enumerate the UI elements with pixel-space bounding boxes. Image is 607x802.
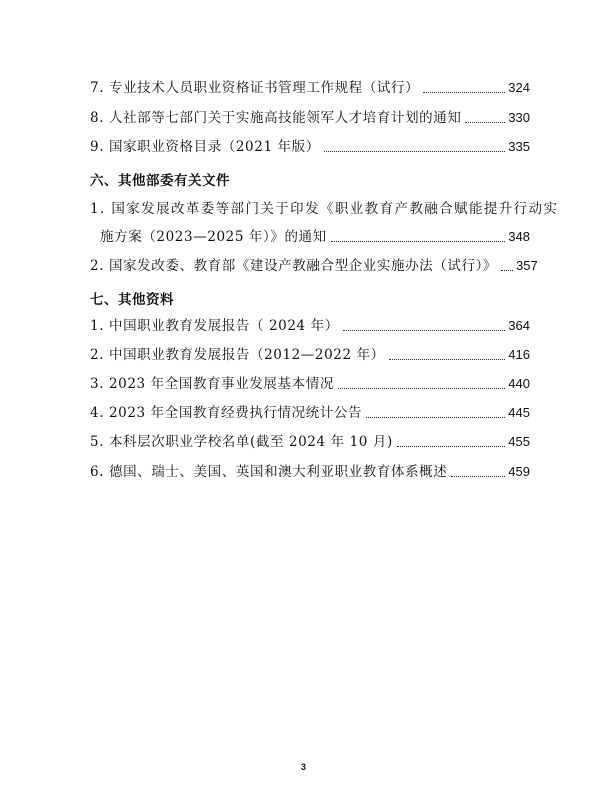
toc-entry-page: 364: [508, 318, 530, 333]
dot-leader: [331, 241, 506, 242]
dot-leader: [366, 417, 505, 418]
section-heading: 六、其他部委有关文件: [90, 173, 230, 189]
toc-entry-page: 416: [508, 347, 530, 362]
toc-entry[interactable]: [90, 403, 530, 423]
toc-entry-page: 348: [508, 229, 530, 244]
toc-entry-title-line1: 1. 国家发展改革委等部门关于印发《职业教育产教融合赋能提升行动实: [90, 201, 559, 217]
dot-leader: [343, 330, 505, 331]
dot-leader: [451, 476, 505, 477]
section-heading: 七、其他资料: [90, 292, 174, 308]
dot-leader: [324, 151, 505, 152]
toc-entry-title: 4. 2023 年全国教育经费执行情况统计公告: [90, 405, 363, 421]
dot-leader: [338, 388, 505, 389]
toc-entry-title-line2: 施方案（2023—2025 年）》的通知: [100, 229, 327, 245]
toc-entry-page: 445: [508, 405, 530, 420]
toc-entry-title: 5. 本科层次职业学校名单(截至 2024 年 10 月): [90, 434, 393, 450]
toc-entry[interactable]: [90, 199, 559, 247]
toc-entry[interactable]: [90, 137, 530, 157]
toc-entry[interactable]: [90, 374, 530, 394]
toc-entry-title: 9. 国家职业资格目录（2021 年版）: [90, 139, 320, 155]
toc-entry[interactable]: [90, 256, 538, 276]
toc-entry-title: 8. 人社部等七部门关于实施高技能领军人才培育计划的通知: [90, 110, 462, 126]
toc-entry-page: 330: [508, 110, 530, 125]
dot-leader: [423, 92, 505, 93]
toc-entry-page: 324: [508, 80, 530, 95]
dot-leader: [389, 359, 506, 360]
toc-entry-page: 455: [508, 434, 530, 449]
toc-entry-title: 6. 德国、瑞士、美国、英国和澳大利亚职业教育体系概述: [90, 464, 448, 480]
toc-entry-page: 335: [508, 139, 530, 154]
toc-entry-page: 459: [508, 464, 530, 479]
toc-entry[interactable]: [90, 462, 530, 482]
dot-leader: [465, 122, 505, 123]
toc-entry-title: 7. 专业技术人员职业资格证书管理工作规程（试行）: [90, 80, 420, 96]
toc-entry[interactable]: [90, 432, 530, 452]
toc-entry[interactable]: [90, 316, 530, 336]
toc-entry-title: 2. 中国职业教育发展报告（2012—2022 年）: [90, 347, 385, 363]
dot-leader: [501, 270, 513, 271]
toc-entry-title: 3. 2023 年全国教育事业发展基本情况: [90, 376, 334, 392]
toc-entry-page: 357: [516, 258, 538, 273]
page-number: 3: [300, 762, 306, 772]
toc-entry[interactable]: [90, 345, 530, 365]
toc-entry-title: 1. 中国职业教育发展报告（ 2024 年）: [90, 318, 339, 334]
toc-entry-title: 2. 国家发改委、教育部《建设产教融合型企业实施办法（试行）》: [90, 258, 498, 274]
toc-entry-page: 440: [508, 376, 530, 391]
toc-entry[interactable]: [90, 108, 530, 128]
dot-leader: [397, 446, 505, 447]
toc-entry[interactable]: [90, 78, 530, 98]
